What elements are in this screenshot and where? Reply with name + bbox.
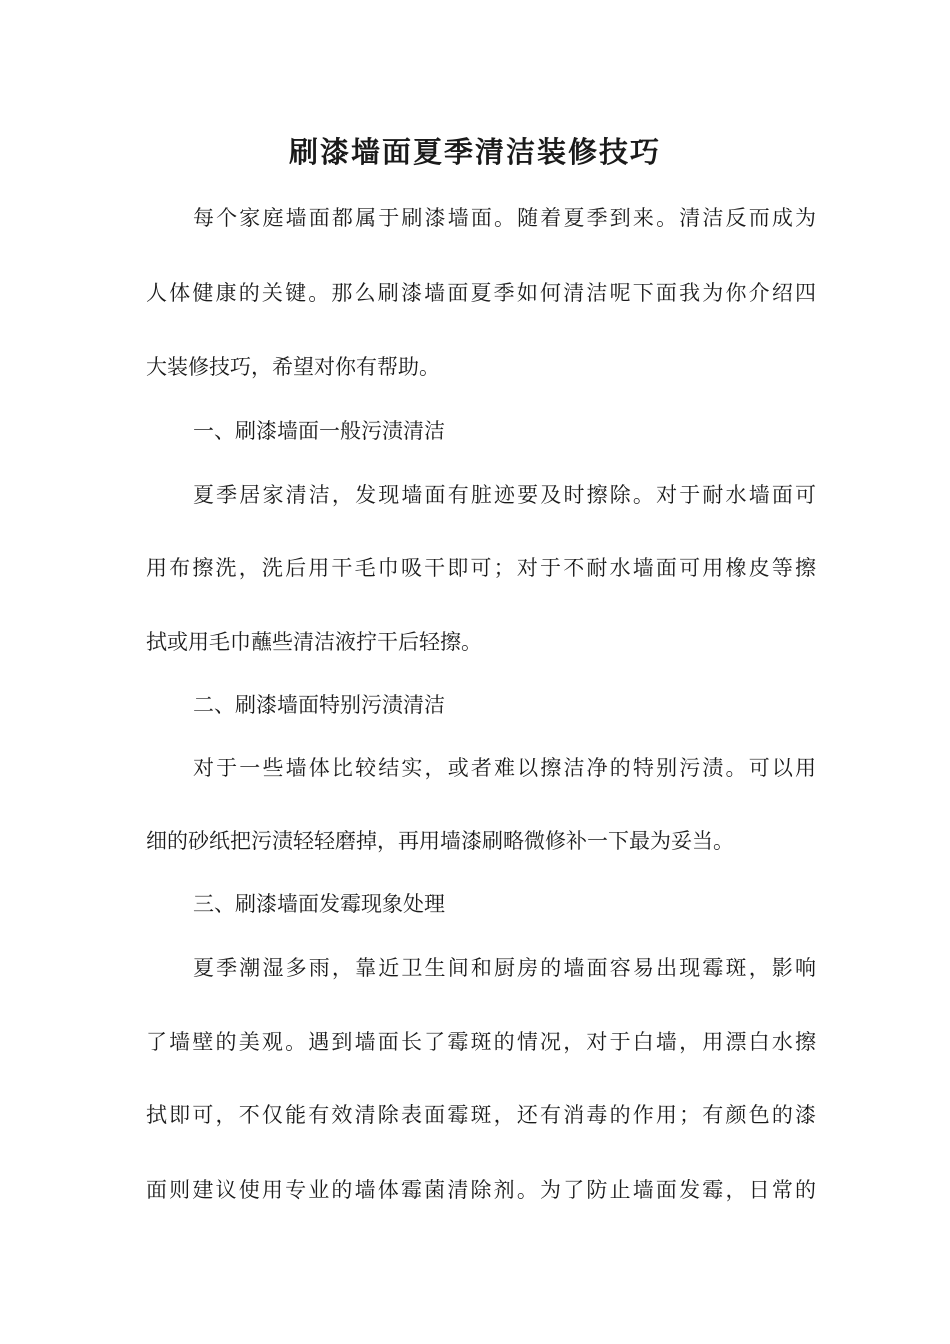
paragraph-line: 人体健康的关键。那么刷漆墙面夏季如何清洁呢下面我为你介绍四 <box>146 281 816 305</box>
paragraph-line: 夏季潮湿多雨，靠近卫生间和厨房的墙面容易出现霉斑，影响 <box>193 956 816 980</box>
paragraph-line: 夏季居家清洁，发现墙面有脏迹要及时擦除。对于耐水墙面可 <box>193 483 816 507</box>
paragraph-line: 大装修技巧，希望对你有帮助。 <box>146 355 440 379</box>
paragraph-line: 拭即可，不仅能有效清除表面霉斑，还有消毒的作用；有颜色的漆 <box>146 1103 816 1127</box>
section-heading: 二、刷漆墙面特别污渍清洁 <box>193 693 445 717</box>
paragraph-line: 了墙壁的美观。遇到墙面长了霉斑的情况，对于白墙，用漂白水擦 <box>146 1030 816 1054</box>
section-heading: 三、刷漆墙面发霉现象处理 <box>193 892 445 916</box>
section-heading: 一、刷漆墙面一般污渍清洁 <box>193 419 445 443</box>
paragraph-line: 面则建议使用专业的墙体霉菌清除剂。为了防止墙面发霉，日常的 <box>146 1178 816 1202</box>
document-title: 刷漆墙面夏季清洁装修技巧 <box>288 135 661 169</box>
paragraph-line: 细的砂纸把污渍轻轻磨掉，再用墙漆刷略微修补一下最为妥当。 <box>146 829 734 853</box>
paragraph-line: 对于一些墙体比较结实，或者难以擦洁净的特别污渍。可以用 <box>193 756 816 780</box>
paragraph-line: 用布擦洗，洗后用干毛巾吸干即可；对于不耐水墙面可用橡皮等擦 <box>146 556 816 580</box>
paragraph-line: 每个家庭墙面都属于刷漆墙面。随着夏季到来。清洁反而成为 <box>193 206 816 230</box>
paragraph-line: 拭或用毛巾蘸些清洁液拧干后轻擦。 <box>146 630 482 654</box>
